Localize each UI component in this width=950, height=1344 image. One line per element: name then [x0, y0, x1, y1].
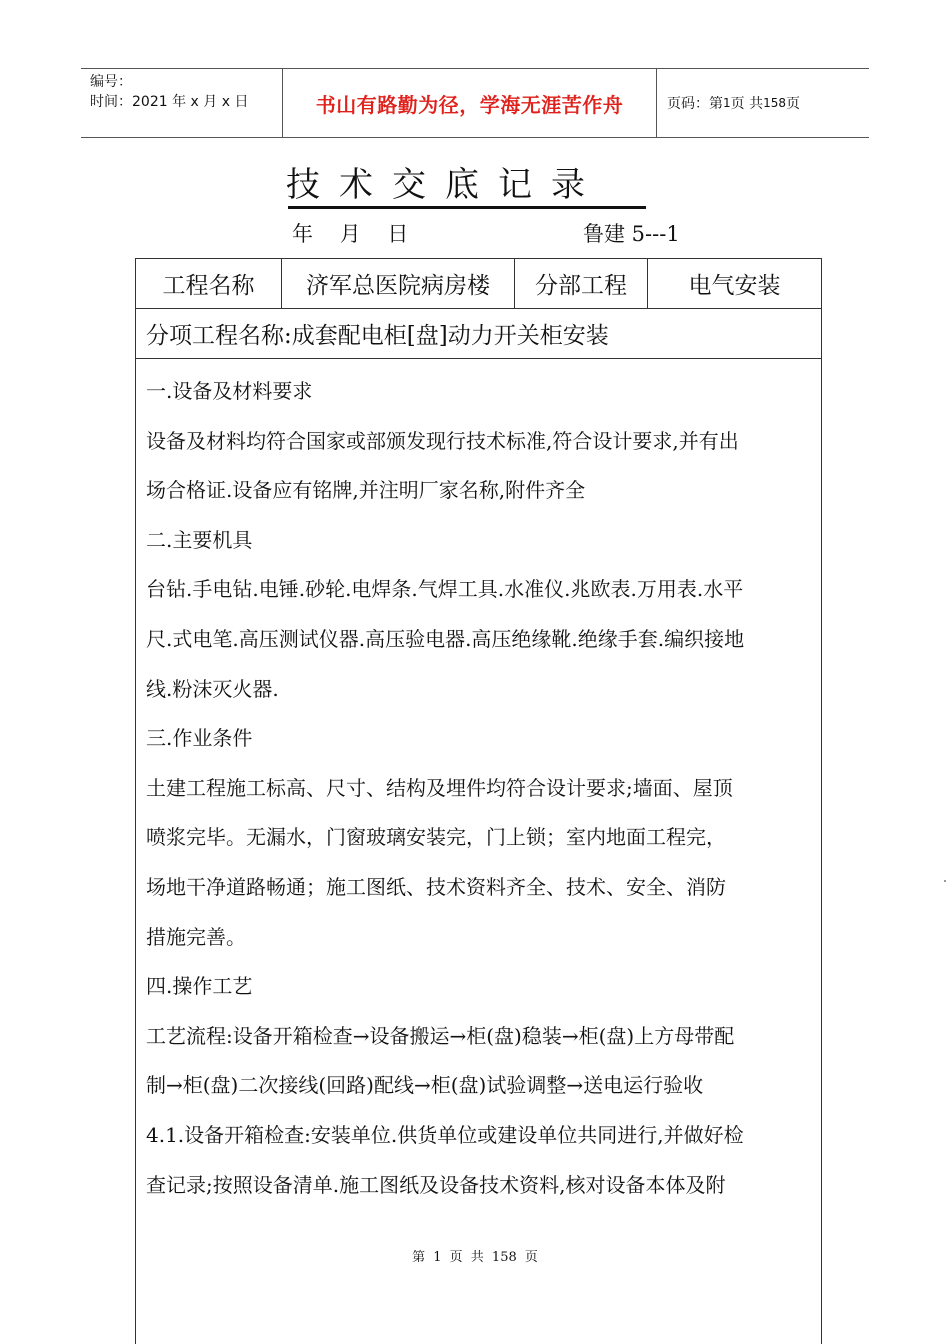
- stray-mark: [944, 880, 946, 882]
- page-footer: 第 1 页 共 158 页: [412, 1250, 538, 1265]
- number-label: 编号：: [90, 74, 132, 90]
- document-header: [81, 68, 869, 138]
- page-indicator: [657, 69, 869, 137]
- content-line: 三.作业条件: [146, 726, 253, 751]
- division-value: 电气安装: [647, 259, 821, 308]
- content-line: 制→柜(盘)二次接线(回路)配线→柜(盘)试验调整→送电运行验收: [146, 1073, 704, 1098]
- content-line: 措施完善。: [146, 924, 246, 949]
- page-number: 1: [723, 96, 731, 110]
- form-code: 鲁建 5---1: [583, 222, 680, 246]
- page-mid: 页 共: [730, 96, 764, 112]
- document-title: 技术交底记录: [286, 165, 604, 205]
- content-line: 场合格证.设备应有铭牌,并注明厂家名称,附件齐全: [146, 478, 586, 503]
- motto: 书山有路勤为径，学海无涯苦作舟: [282, 69, 657, 137]
- project-name-label: 工程名称: [162, 273, 255, 299]
- content-line: 设备及材料均符合国家或部颁发现行技术标准,符合设计要求,并有出: [146, 428, 739, 453]
- content-line: 线.粉沫灭火器.: [146, 676, 279, 701]
- project-name-value: 济军总医院病房楼: [281, 259, 514, 308]
- time-label: 时间：2021 年 x 月 x 日: [90, 94, 249, 110]
- date-line: 年 月 日: [292, 222, 409, 246]
- title-underline: [288, 206, 646, 209]
- content-line: 二.主要机具: [146, 527, 253, 552]
- content-line: 场地干净道路畅通；施工图纸、技术资料齐全、技术、安全、消防: [146, 874, 726, 899]
- header-meta: [81, 69, 282, 137]
- content-line: 四.操作工艺: [146, 974, 253, 999]
- disclosure-content: [136, 359, 821, 1210]
- content-line: 尺.式电笔.高压测试仪器.高压验电器.高压绝缘靴.绝缘手套.编织接地: [146, 626, 745, 651]
- disclosure-table: [135, 258, 822, 1344]
- content-line: 一.设备及材料要求: [146, 379, 313, 403]
- subitem-name: 分项工程名称:成套配电柜[盘]动力开关柜安装: [136, 309, 821, 359]
- division-label: 分部工程: [514, 259, 647, 308]
- content-line: 4.1.设备开箱检查:安装单位.供货单位或建设单位共同进行,并做好检: [146, 1122, 744, 1147]
- content-line: 查记录;按照设备清单.施工图纸及设备技术资料,核对设备本体及附: [146, 1172, 726, 1197]
- content-line: 喷浆完毕。无漏水，门窗玻璃安装完，门上锁；室内地面工程完，: [146, 825, 726, 850]
- content-line: 土建工程施工标高、尺寸、结构及埋件均符合设计要求;墙面、屋顶: [146, 775, 733, 800]
- project-info-row: [136, 259, 821, 309]
- page-prefix: 页码：第: [667, 96, 723, 112]
- page-total: 158: [763, 96, 786, 110]
- page-suffix: 页: [786, 96, 800, 112]
- content-line: 工艺流程:设备开箱检查→设备搬运→柜(盘)稳装→柜(盘)上方母带配: [146, 1023, 735, 1048]
- content-line: 台钻.手电钻.电锤.砂轮.电焊条.气焊工具.水准仪.兆欧表.万用表.水平: [146, 577, 744, 602]
